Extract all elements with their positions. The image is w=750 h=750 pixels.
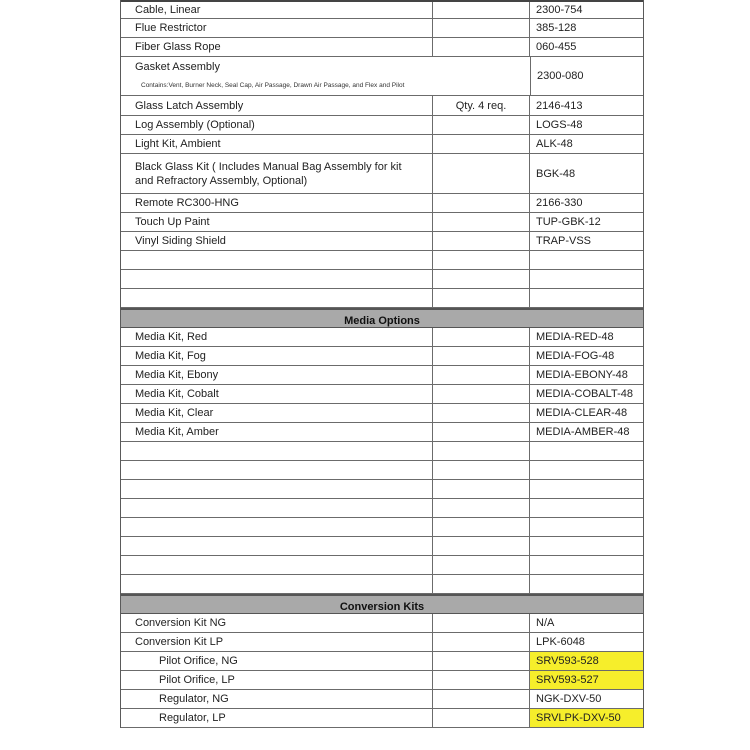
part-number: BGK-48	[536, 167, 576, 180]
part-description: Vinyl Siding Shield	[131, 232, 433, 250]
part-number: MEDIA-CLEAR-48	[536, 407, 628, 419]
table-row	[121, 347, 643, 366]
empty-row	[121, 480, 643, 499]
part-number: 2300-754	[536, 4, 583, 16]
table-row	[121, 116, 643, 135]
part-number-highlighted: SRVLPK-DXV-50	[530, 709, 643, 727]
part-description: Media Kit, Ebony	[131, 366, 433, 384]
table-row	[121, 328, 643, 347]
part-qty	[433, 232, 530, 250]
part-number: ALK-48	[536, 138, 573, 150]
part-number: MEDIA-AMBER-48	[536, 426, 630, 438]
empty-row	[121, 556, 643, 575]
part-qty	[433, 194, 530, 212]
empty-row	[121, 442, 643, 461]
part-description: Gasket Assembly	[135, 61, 220, 73]
table-row	[121, 385, 643, 404]
empty-row	[121, 537, 643, 556]
empty-row	[121, 289, 643, 308]
part-description-line1: Black Glass Kit ( Includes Manual Bag Assembly for kit	[135, 160, 402, 173]
section-title: Conversion Kits	[339, 601, 425, 613]
table-row	[121, 135, 643, 154]
part-number: NGK-DXV-50	[536, 693, 602, 705]
empty-row	[121, 251, 643, 270]
part-description: Pilot Orifice, LP	[131, 671, 433, 689]
part-number-highlighted: SRV593-527	[530, 671, 643, 689]
section-header-media-options	[121, 308, 643, 328]
part-number: 2166-330	[536, 197, 583, 209]
empty-row	[121, 461, 643, 480]
part-number: MEDIA-EBONY-48	[536, 369, 628, 381]
part-qty	[433, 213, 530, 231]
table-row	[121, 404, 643, 423]
part-description: Media Kit, Red	[131, 328, 433, 346]
table-row	[121, 0, 643, 19]
part-number: MEDIA-FOG-48	[536, 350, 615, 362]
part-description: Log Assembly (Optional)	[131, 116, 433, 134]
empty-row	[121, 499, 643, 518]
table-row	[121, 232, 643, 251]
section-header-conversion-kits	[121, 594, 643, 614]
part-description: Regulator, NG	[131, 690, 433, 708]
part-description: Media Kit, Amber	[131, 423, 433, 441]
part-number: LOGS-48	[536, 119, 583, 131]
part-qty	[433, 19, 530, 37]
part-number: MEDIA-RED-48	[536, 331, 614, 343]
table-row	[121, 57, 643, 96]
table-row	[121, 614, 643, 633]
empty-row	[121, 575, 643, 594]
part-number: TRAP-VSS	[536, 235, 592, 247]
table-row	[121, 38, 643, 57]
part-number-highlighted: SRV593-528	[530, 652, 643, 670]
part-number: MEDIA-COBALT-48	[536, 388, 633, 400]
part-number: TUP-GBK-12	[536, 216, 601, 228]
part-description: Fiber Glass Rope	[131, 38, 433, 56]
part-qty	[433, 135, 530, 153]
part-number: LPK-6048	[536, 636, 585, 648]
part-description: Media Kit, Cobalt	[131, 385, 433, 403]
part-number: 385-128	[536, 22, 577, 34]
table-row	[121, 96, 643, 116]
empty-row	[121, 270, 643, 289]
part-description: Touch Up Paint	[131, 213, 433, 231]
part-number: 2146-413	[536, 99, 583, 112]
part-qty	[433, 2, 530, 18]
part-description: Media Kit, Clear	[131, 404, 433, 422]
part-number: N/A	[536, 617, 555, 629]
table-row	[121, 366, 643, 385]
part-description: Regulator, LP	[131, 709, 433, 727]
part-description: Flue Restrictor	[131, 19, 433, 37]
part-note: Contains:Vent, Burner Neck, Seal Cap, Air Passage, Drawn Air Passage, and Flex and Pilot	[141, 82, 405, 89]
part-number: 060-455	[536, 41, 577, 53]
table-row	[121, 652, 643, 671]
table-row	[121, 154, 643, 194]
part-description: Conversion Kit NG	[131, 614, 433, 632]
part-description: Pilot Orifice, NG	[131, 652, 433, 670]
table-row	[121, 423, 643, 442]
part-number: 2300-080	[530, 57, 643, 95]
table-row	[121, 709, 643, 728]
part-qty	[433, 116, 530, 134]
parts-list-table	[120, 0, 644, 728]
part-description: Light Kit, Ambient	[131, 135, 433, 153]
table-row	[121, 671, 643, 690]
table-row	[121, 690, 643, 709]
table-row	[121, 19, 643, 38]
part-description: Glass Latch Assembly	[131, 96, 433, 115]
part-description: Media Kit, Fog	[131, 347, 433, 365]
section-title: Media Options	[344, 315, 420, 327]
part-description: Cable, Linear	[131, 2, 433, 18]
part-qty: Qty. 4 req.	[433, 96, 530, 115]
empty-row	[121, 518, 643, 537]
part-description-line2: and Refractory Assembly, Optional)	[135, 174, 308, 187]
part-qty	[433, 38, 530, 56]
part-description: Conversion Kit LP	[131, 633, 433, 651]
table-row	[121, 194, 643, 213]
part-description: Remote RC300-HNG	[131, 194, 433, 212]
table-row	[121, 213, 643, 232]
table-row	[121, 633, 643, 652]
